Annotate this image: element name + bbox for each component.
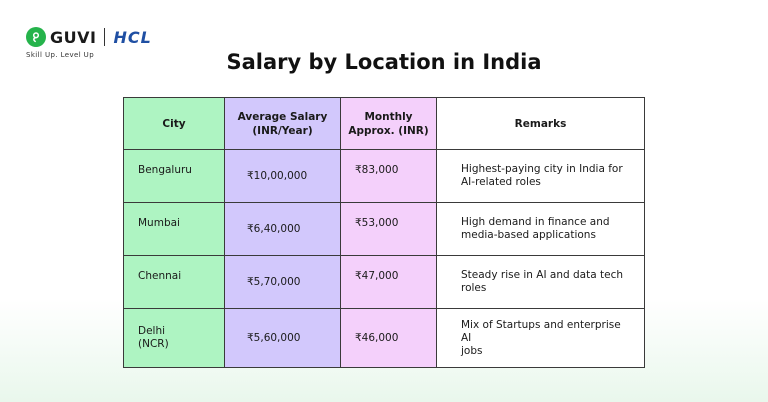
table-row <box>124 309 645 368</box>
cell-monthly: ₹47,000 <box>341 256 437 309</box>
hcl-wordmark: HCL <box>113 27 152 47</box>
page-title: Salary by Location in India <box>226 50 542 74</box>
guvi-logo-icon <box>26 27 46 47</box>
cell-city: Chennai <box>124 256 225 309</box>
cell-average-salary: ₹10,00,000 <box>225 150 341 203</box>
cell-average-salary: ₹5,70,000 <box>225 256 341 309</box>
table-row <box>124 150 645 203</box>
table-header-row <box>124 98 645 150</box>
brand-divider <box>104 28 105 46</box>
header-remarks: Remarks <box>437 98 645 150</box>
cell-city: Delhi (NCR) <box>124 309 225 368</box>
cell-city: Mumbai <box>124 203 225 256</box>
header-monthly: Monthly Approx. (INR) <box>341 98 437 150</box>
cell-monthly: ₹83,000 <box>341 150 437 203</box>
cell-remarks: Highest-paying city in India for AI-related roles <box>437 150 645 203</box>
table-row <box>124 256 645 309</box>
cell-average-salary: ₹6,40,000 <box>225 203 341 256</box>
brand-tagline: Skill Up. Level Up <box>26 51 95 59</box>
brand-row <box>26 26 206 48</box>
header-city: City <box>124 98 225 150</box>
cell-city: Bengaluru <box>124 150 225 203</box>
salary-table <box>123 97 645 368</box>
header-average-salary: Average Salary (INR/Year) <box>225 98 341 150</box>
table-row <box>124 203 645 256</box>
cell-remarks: Steady rise in AI and data tech roles <box>437 256 645 309</box>
cell-average-salary: ₹5,60,000 <box>225 309 341 368</box>
cell-monthly: ₹46,000 <box>341 309 437 368</box>
cell-monthly: ₹53,000 <box>341 203 437 256</box>
guvi-wordmark: GUVI <box>50 27 97 47</box>
cell-remarks: High demand in finance and media-based applications <box>437 203 645 256</box>
cell-remarks: Mix of Startups and enterprise AI jobs <box>437 309 645 368</box>
